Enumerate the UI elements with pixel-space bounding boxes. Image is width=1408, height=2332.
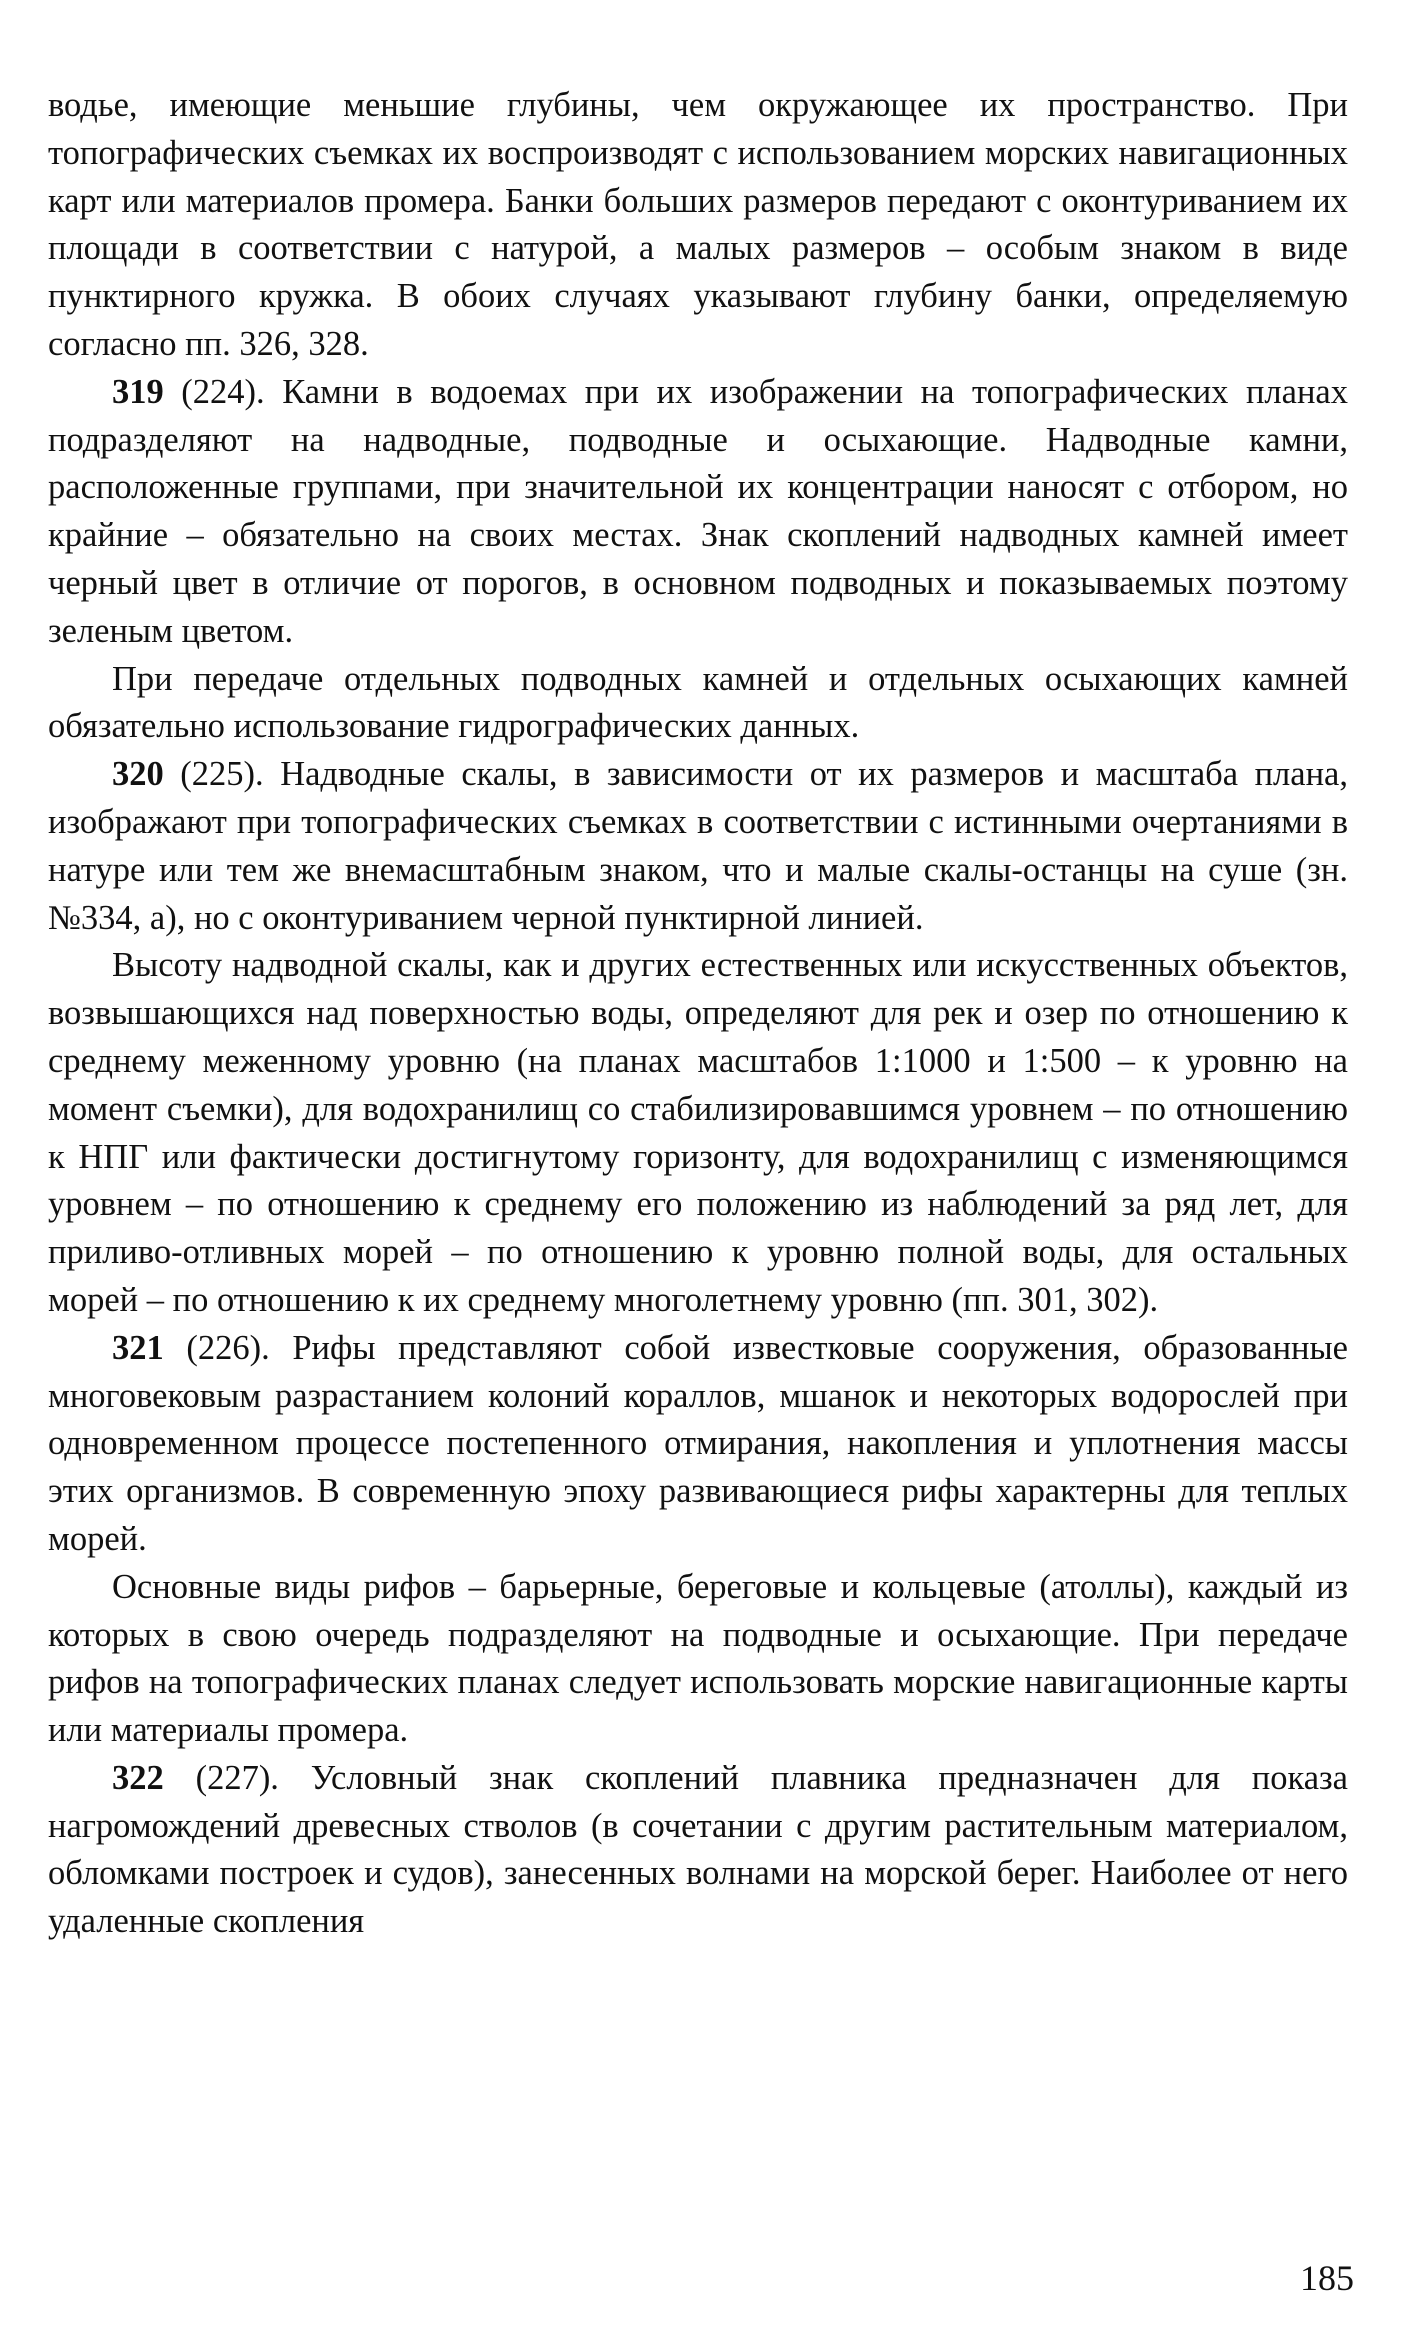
section-number: 319 [112,372,164,411]
paragraph-text: (224). Камни в водоемах при их изображении на топографических планах подразделяют на надводные, подводные и осыхающие. Надводные камни, расположенные группами, при значительной их концентрации наносят с отбором, но крайние – обязательно на своих местах. Знак скоплений надводных камней имеет черный цвет в отличие от порогов, в основном подводных и показываемых поэтому зеленым цветом. [48,372,1348,650]
paragraph-banks-continuation [48,82,1348,369]
paragraph-319-stones [48,369,1348,656]
paragraph-text: (226). Рифы представляют собой известковые сооружения, образованные многовековым разрастанием колоний кораллов, мшанок и некоторых водорослей при одновременном процессе постепенного отмирания, накопления и уплотнения массы этих организмов. В современную эпоху развивающиеся рифы характерны для теплых морей. [48,1328,1348,1558]
paragraph-underwater-stones [48,656,1348,752]
paragraph-reef-types [48,1564,1348,1755]
page-body [48,82,1348,1946]
paragraph-text: Высоту надводной скалы, как и других естественных или искусственных объектов, возвышающихся над поверхностью воды, определяют для рек и озер по отношению к среднему меженному уровню (на планах масштабов 1:1000 и 1:500 – к уровню на момент съемки), для водохранилищ со стабилизировавшимся уровнем – по отношению к НПГ или фактически достигнутому горизонту, для водохранилищ с изменяющимся уровнем – по отношению к среднему его положению из наблюдений за ряд лет, для приливо-отливных морей – по отношению к уровню полной воды, для остальных морей – по отношению к их среднему многолетнему уровню (пп. 301, 302). [48,946,1348,1319]
paragraph-text: При передаче отдельных подводных камней и отдельных осыхающих камней обязательно использование гидрографических данных. [48,659,1348,746]
section-number: 322 [112,1758,164,1797]
paragraph-text: (225). Надводные скалы, в зависимости от их размеров и масштаба плана, изображают при топографических съемках в соответствии с истинными очертаниями в натуре или тем же внемасштабным знаком, что и малые скалы-останцы на суше (зн. №334, а), но с оконтуриванием черной пунктирной линией. [48,755,1348,937]
paragraph-320-rocks [48,751,1348,942]
section-number: 320 [112,755,164,794]
paragraph-322-driftwood [48,1755,1348,1946]
paragraph-text: Основные виды рифов – барьерные, береговые и кольцевые (атоллы), каждый из которых в свою очередь подразделяют на подводные и осыхающие. При передаче рифов на топографических планах следует использовать морские навигационные карты или материалы промера. [48,1567,1348,1750]
paragraph-321-reefs [48,1325,1348,1564]
section-number: 321 [112,1328,164,1367]
page-number: 185 [1300,2258,1354,2298]
paragraph-text: (227). Условный знак скоплений плавника предназначен для показа нагромождений древесных стволов (в сочетании с другим растительным материалом, обломками построек и судов), занесенных волнами на морской берег. Наиболее от него удаленные скопления [48,1758,1348,1941]
paragraph-text: водье, имеющие меньшие глубины, чем окружающее их пространство. При топографических съемках их воспроизводят с использованием морских навигационных карт или материалов промера. Банки больших размеров передают с оконтуриванием их площади в соответствии с натурой, а малых размеров – особым знаком в виде пунктирного кружка. В обоих случаях указывают глубину банки, определяемую согласно пп. 326, 328. [48,86,1348,363]
paragraph-rock-height [48,942,1348,1324]
